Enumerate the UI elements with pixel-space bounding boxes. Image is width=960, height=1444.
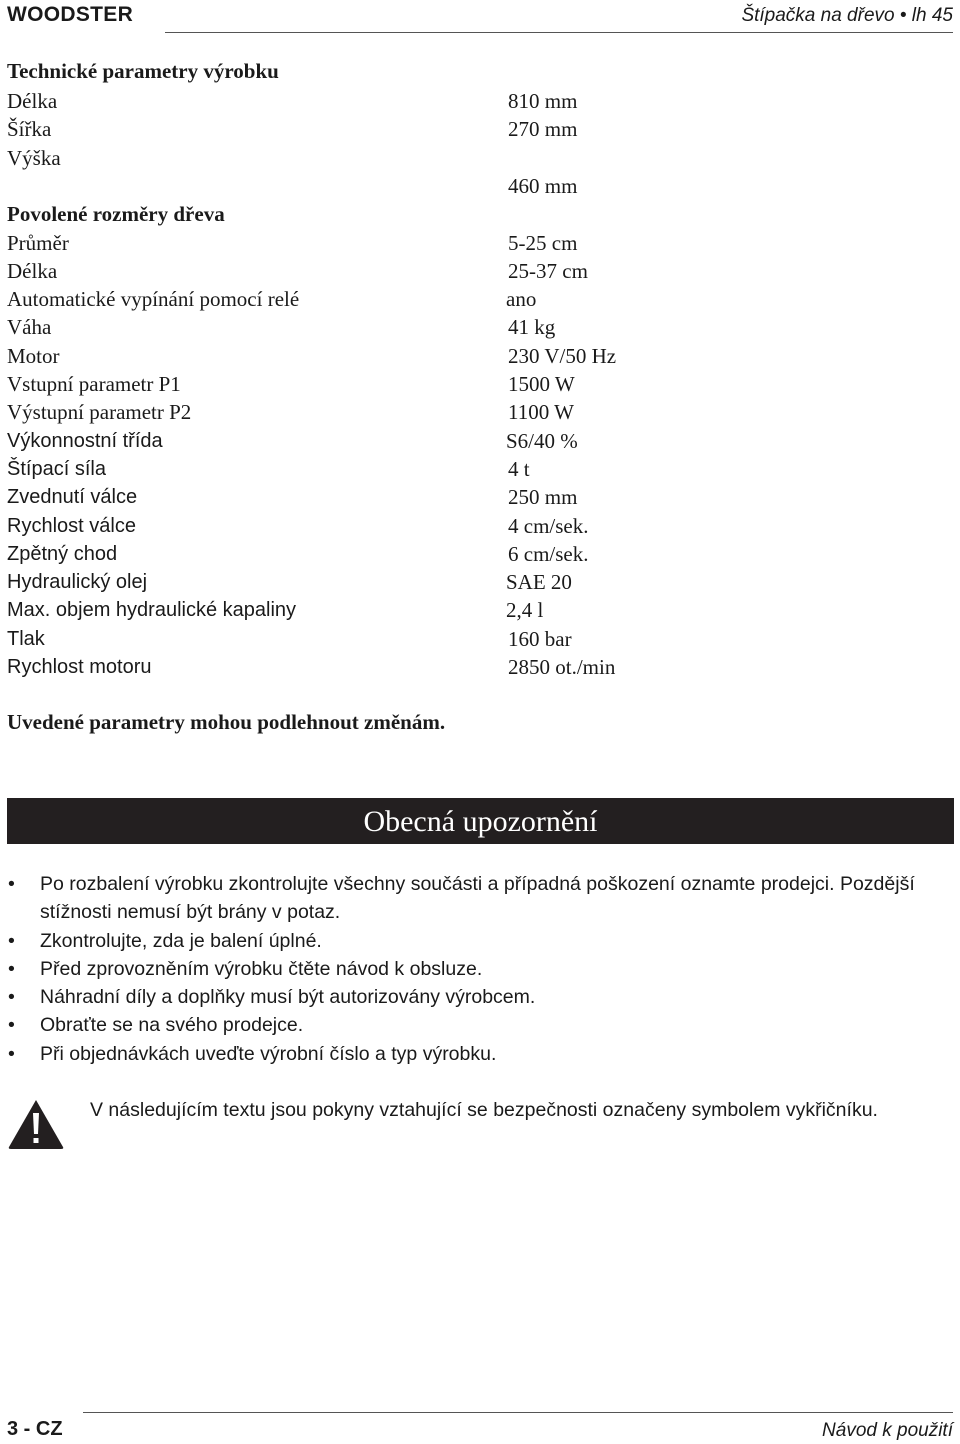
- spec-value: 4 t: [508, 456, 530, 481]
- bullet-icon: •: [8, 986, 15, 1009]
- list-item: [0, 870, 960, 927]
- spec-label: Vstupní parametr P1: [7, 372, 181, 396]
- spec-row: [0, 653, 960, 681]
- header-title: Štípačka na dřevo • lh 45: [741, 5, 953, 26]
- spec-row: [0, 512, 960, 540]
- list-item: [0, 1011, 960, 1039]
- general-bullet-list: [0, 870, 960, 1068]
- page-number: 3 - CZ: [7, 1418, 63, 1440]
- list-item-text: Náhradní díly a doplňky musí být autorizovány výrobcem.: [40, 986, 536, 1009]
- list-item: [0, 955, 960, 983]
- spec-notice: Uvedené parametry mohou podlehnout změnám.: [7, 710, 446, 734]
- spec-row: [0, 229, 960, 257]
- spec-value: 5-25 cm: [508, 230, 578, 255]
- spec-row: [0, 483, 960, 511]
- spec-value: 810 mm: [508, 89, 578, 113]
- spec-label: Rychlost motoru: [7, 656, 152, 678]
- spec-row: [0, 625, 960, 653]
- spec-value: 250 mm: [508, 485, 578, 510]
- spec-value: 25-37 cm: [508, 258, 588, 283]
- spec-label: Štípací síla: [7, 457, 106, 480]
- spec-value: 1500 W: [508, 372, 575, 396]
- spec-row: [0, 115, 960, 143]
- spec-label: Automatické vypínání pomocí relé: [7, 287, 300, 312]
- spec-value: SAE 20: [506, 570, 572, 595]
- spec-row: [0, 370, 960, 398]
- spec-row: [0, 200, 960, 228]
- spec-label: Šířka: [7, 117, 52, 142]
- spec-value: 460 mm: [508, 173, 578, 198]
- spec-label: Průměr: [7, 230, 69, 255]
- spec-row: [0, 87, 960, 115]
- spec-label: Motor: [7, 343, 60, 368]
- list-item: [0, 1040, 960, 1068]
- spec-row: [0, 313, 960, 341]
- bullet-icon: •: [8, 873, 15, 895]
- general-heading-banner: [7, 798, 954, 844]
- spec-label: Hydraulický olej: [7, 571, 148, 594]
- list-item-text: Po rozbalení výrobku zkontrolujte všechny součásti a případná poškození oznamte prodejci. Pozdější stížnosti nemusí být brány v potaz.: [40, 873, 915, 924]
- spec-label: Délka: [7, 89, 58, 113]
- exclamation-triangle-icon: [7, 1098, 65, 1150]
- list-item-text: Při objednávkách uveďte výrobní číslo a typ výrobku.: [40, 1042, 497, 1065]
- spec-label: Tlak: [7, 627, 45, 650]
- spec-label: Délka: [7, 258, 58, 283]
- bullet-icon: •: [8, 1042, 15, 1065]
- spec-value: 230 V/50 Hz: [508, 343, 617, 368]
- brand-logo: WOODSTER: [7, 3, 134, 26]
- spec-row: [0, 540, 960, 568]
- spec-value: S6/40 %: [506, 428, 578, 453]
- list-item: [0, 983, 960, 1011]
- spec-value: ano: [506, 287, 537, 312]
- spec-label: Výstupní parametr P2: [7, 400, 192, 425]
- header-divider: [165, 32, 953, 33]
- spec-label: Zvednutí válce: [7, 486, 138, 509]
- list-item-text: Před zprovozněním výrobku čtěte návod k obsluze.: [40, 957, 483, 980]
- spec-row: [0, 172, 960, 200]
- spec-label: Max. objem hydraulické kapaliny: [7, 599, 297, 622]
- spec-row: [0, 427, 960, 455]
- spec-row: [0, 257, 960, 285]
- list-item-text: Obraťte se na svého prodejce.: [40, 1014, 304, 1037]
- spec-value: 1100 W: [508, 400, 574, 425]
- spec-value: 6 cm/sek.: [508, 541, 589, 566]
- spec-title: Technické parametry výrobku: [7, 59, 279, 83]
- spec-value: 270 mm: [508, 117, 578, 142]
- list-item: [0, 927, 960, 955]
- footer-divider: [83, 1412, 953, 1413]
- spec-label: Výkonnostní třída: [7, 429, 163, 452]
- spec-row: [0, 398, 960, 426]
- bullet-icon: •: [8, 929, 15, 952]
- general-heading: Obecná upozornění: [363, 805, 598, 838]
- spec-value: 4 cm/sek.: [508, 513, 589, 538]
- bullet-icon: •: [8, 957, 15, 980]
- spec-row: [0, 568, 960, 596]
- spec-row: [0, 285, 960, 313]
- spec-row: [0, 342, 960, 370]
- spec-value: 2850 ot./min: [508, 655, 616, 679]
- spec-label: Výška: [7, 145, 61, 170]
- spec-label: Povolené rozměry dřeva: [7, 202, 225, 227]
- spec-row: [0, 596, 960, 624]
- warning-text: V následujícím textu jsou pokyny vztahující se bezpečnosti označeny symbolem vykřičníku.: [90, 1099, 878, 1121]
- footer-doc-title: Návod k použití: [822, 1420, 953, 1441]
- spec-value: 41 kg: [508, 315, 556, 340]
- spec-label: Váha: [7, 315, 52, 340]
- spec-row: [0, 144, 960, 172]
- spec-row: [0, 455, 960, 483]
- spec-value: 2,4 l: [506, 598, 544, 623]
- spec-label: Rychlost válce: [7, 514, 136, 537]
- spec-value: 160 bar: [508, 626, 572, 651]
- bullet-icon: •: [8, 1014, 15, 1037]
- spec-label: Zpětný chod: [7, 542, 118, 565]
- list-item-text: Zkontrolujte, zda je balení úplné.: [40, 929, 322, 952]
